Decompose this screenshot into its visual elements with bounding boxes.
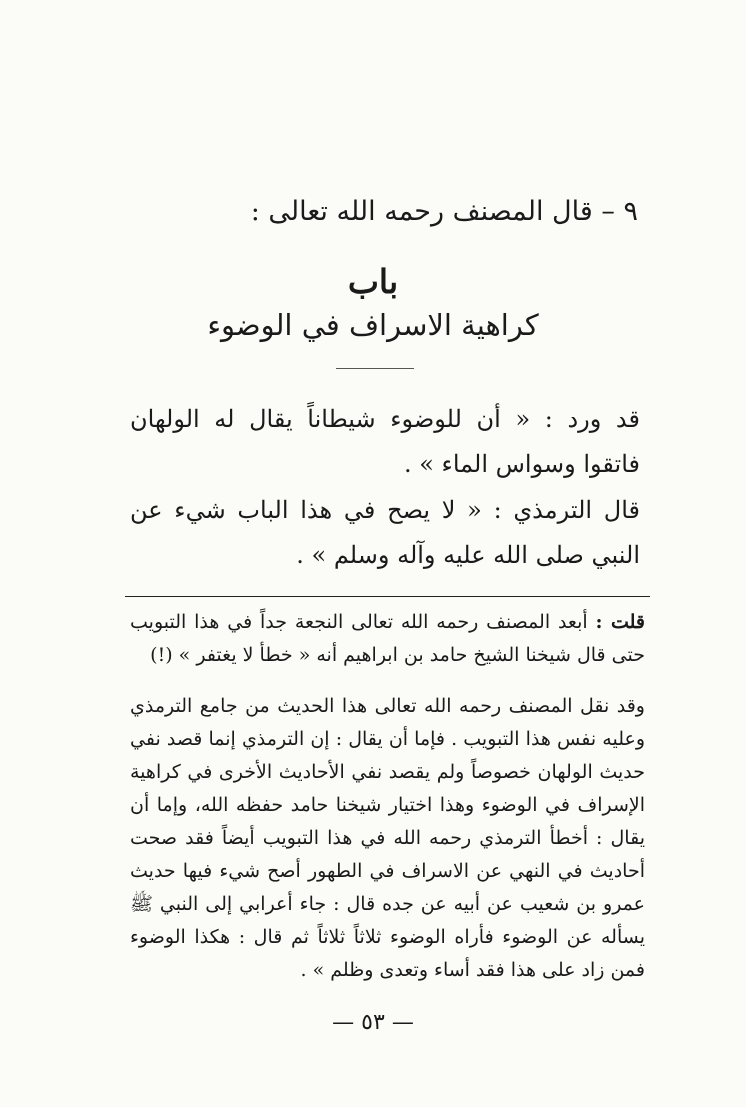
footnote-label: قلت : [595, 611, 645, 633]
section-heading [118, 196, 638, 227]
section-heading-text: – قال المصنف رحمه الله تعالى : [250, 196, 615, 227]
hadith-paragraph: قد ورد : « أن للوضوء شيطاناً يقال له الولهان فاتقوا وسواس الماء » . [130, 405, 640, 478]
page-number-value: ٥٣ [361, 1010, 385, 1035]
tirmidhi-paragraph: قال الترمذي : « لا يصح في هذا الباب شيء عن النبي صلى الله عليه وآله وسلم » . [130, 496, 640, 569]
footnote-divider [125, 596, 650, 597]
footnote-paragraph-1 [130, 606, 645, 672]
chapter-title: باب [347, 262, 399, 301]
footnote-text-1: أبعد المصنف رحمه الله تعالى النجعة جداً في هذا التبويب حتى قال شيخنا الشيخ حامد بن ابراهيم أنه « خطأ لا يغتفر » (!) [130, 611, 645, 666]
page-number: — ٥٣ — [332, 1010, 414, 1035]
chapter-subtitle: كراهية الاسراف في الوضوء [207, 308, 539, 342]
section-number: ٩ [623, 196, 638, 227]
title-divider [336, 368, 414, 369]
footnote-paragraph-2: وقد نقل المصنف رحمه الله تعالى هذا الحديث من جامع الترمذي وعليه نفس هذا التبويب . فإما أن يقال : إن الترمذي إنما قصد نفي حديث الولهان خصوصاً ولم يقصد نفي الأحاديث الأخرى في كراهية الإسراف في الوضوء وهذا اختيار شيخنا حامد حفظه الله، وإما أن يقال : أخطأ الترمذي رحمه الله في هذا التبويب أيضاً فقد صحت أحاديث في النهي عن الاسراف في الطهور أصح شيء فيها حديث عمرو بن شعيب عن أبيه عن جده قال : جاء أعرابي إلى النبي ﷺ يسأله عن الوضوء فأراه الوضوء ثلاثاً ثلاثاً ثم قال : هكذا الوضوء فمن زاد على هذا فقد أساء وتعدى وظلم » . [130, 695, 645, 981]
